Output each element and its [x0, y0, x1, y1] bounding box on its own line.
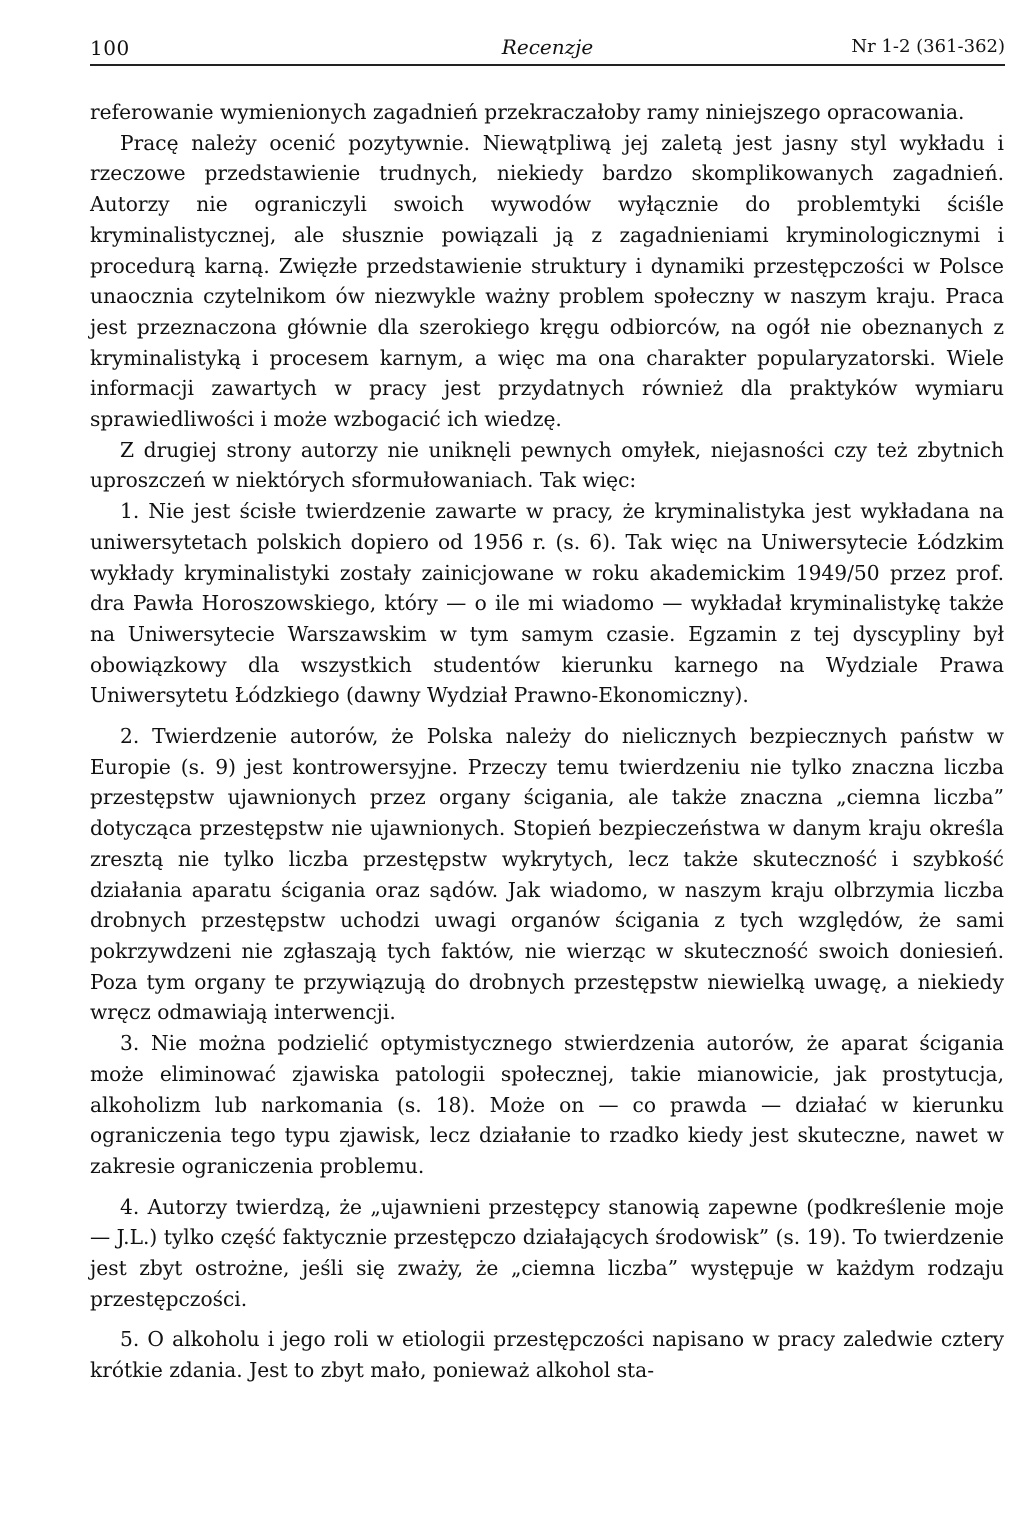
paragraph: referowanie wymienionych zagadnień przekraczałoby ramy niniejszego opracowania. — [90, 100, 965, 124]
running-header — [90, 30, 1005, 66]
list-item: 2. Twierdzenie autorów, że Polska należy do nielicznych bezpiecznych państw w Europie (s. 9) jest kontrowersyjne. Przeczy temu twierdzeniu nie tylko znaczna liczba przestępstw ujawnionych przez organy ścigania, ale także znaczna „ciemna liczba” dotycząca przestępstw nie ujawnionych. Stopień bezpieczeństwa w danym kraju określa zresztą nie tylko liczba przestępstw wykrytych, lecz także skuteczność i szybkość działania aparatu ścigania oraz sądów. Jak wiadomo, w naszym kraju olbrzymia liczba drobnych przestępstw uchodzi uwagi organów ścigania z tych względów, że sami pokrzywdzeni nie zgłaszają tych faktów, nie wierząc w skuteczność swoich doniesień. Poza tym organy te przywiązują do drobnych przestępstw niewielką uwagę, a niekiedy wręcz odmawiają interwencji. — [90, 724, 1004, 1025]
running-title: Recenzje — [501, 35, 594, 59]
paragraph: Pracę należy ocenić pozytywnie. Niewątpliwą jej zaletą jest jasny styl wykładu i rzeczowe przedstawienie trudnych, niekiedy bardzo skomplikowanych zagadnień. Autorzy nie ograniczyli swoich wywodów wyłącznie do problemtyki ściśle kryminalistycznej, ale słusznie powiązali ją z zagadnieniami kryminologicznymi i procedurą karną. Zwięzłe przedstawienie struktury i dynamiki przestępczości w Polsce unaocznia czytelnikom ów niezwykle ważny problem społeczny w naszym kraju. Praca jest przeznaczona głównie dla szerokiego kręgu odbiorców, na ogół nie obeznanych z kryminalistyką i procesem karnym, a więc ma ona charakter popularyzatorski. Wiele informacji zawartych w pracy jest przydatnych również dla praktyków wymiaru sprawiedliwości i może wzbogacić ich wiedzę. — [90, 130, 1004, 432]
issue-number: Nr 1-2 (361-362) — [851, 36, 1005, 57]
list-item: 1. Nie jest ścisłe twierdzenie zawarte w pracy, że kryminalistyka jest wykładana na uniwersytetach polskich dopiero od 1956 r. (s. 6). Tak więc na Uniwersytecie Łódzkim wykłady kryminalistyki zostały zainicjowane w roku akademickim 1949/50 przez prof. dra Pawła Horoszowskiego, który — o ile mi wiadomo — wykładał kryminalistykę także na Uniwersytecie Warszawskim w tym samym czasie. Egzamin z tej dyscypliny był obowiązkowy dla wszystkich studentów kierunku karnego na Wydziale Prawa Uniwersytetu Łódzkiego (dawny Wydział Prawno-Ekonomiczny). — [90, 499, 1004, 708]
paragraph: Z drugiej strony autorzy nie uniknęli pewnych omyłek, niejasności czy też zbytnich uproszczeń w niektórych sformułowaniach. Tak więc: — [90, 437, 1004, 493]
page-number: 100 — [90, 36, 130, 60]
list-item: 5. O alkoholu i jego roli w etiologii przestępczości napisano w pracy zaledwie cztery krótkie zdania. Jest to zbyt mało, ponieważ alkohol sta- — [90, 1327, 1004, 1383]
list-item: 3. Nie można podzielić optymistycznego stwierdzenia autorów, że aparat ścigania może eliminować zjawiska patologii społecznej, takie mianowicie, jak prostytucja, alkoholizm lub narkomania (s. 18). Może on — co prawda — działać w kierunku ograniczenia tego typu zjawisk, lecz działanie to rzadko kiedy jest skuteczne, nawet w zakresie ograniczenia problemu. — [90, 1031, 1004, 1178]
body-text — [90, 97, 1004, 1386]
list-item: 4. Autorzy twierdzą, że „ujawnieni przestępcy stanowią zapewne (podkreślenie moje — J.L.) tylko część faktycznie przestępczo działających środowisk” (s. 19). To twierdzenie jest zbyt ostrożne, jeśli się zważy, że „ciemna liczba” występuje w każdym rodzaju przestępczości. — [90, 1194, 1004, 1311]
